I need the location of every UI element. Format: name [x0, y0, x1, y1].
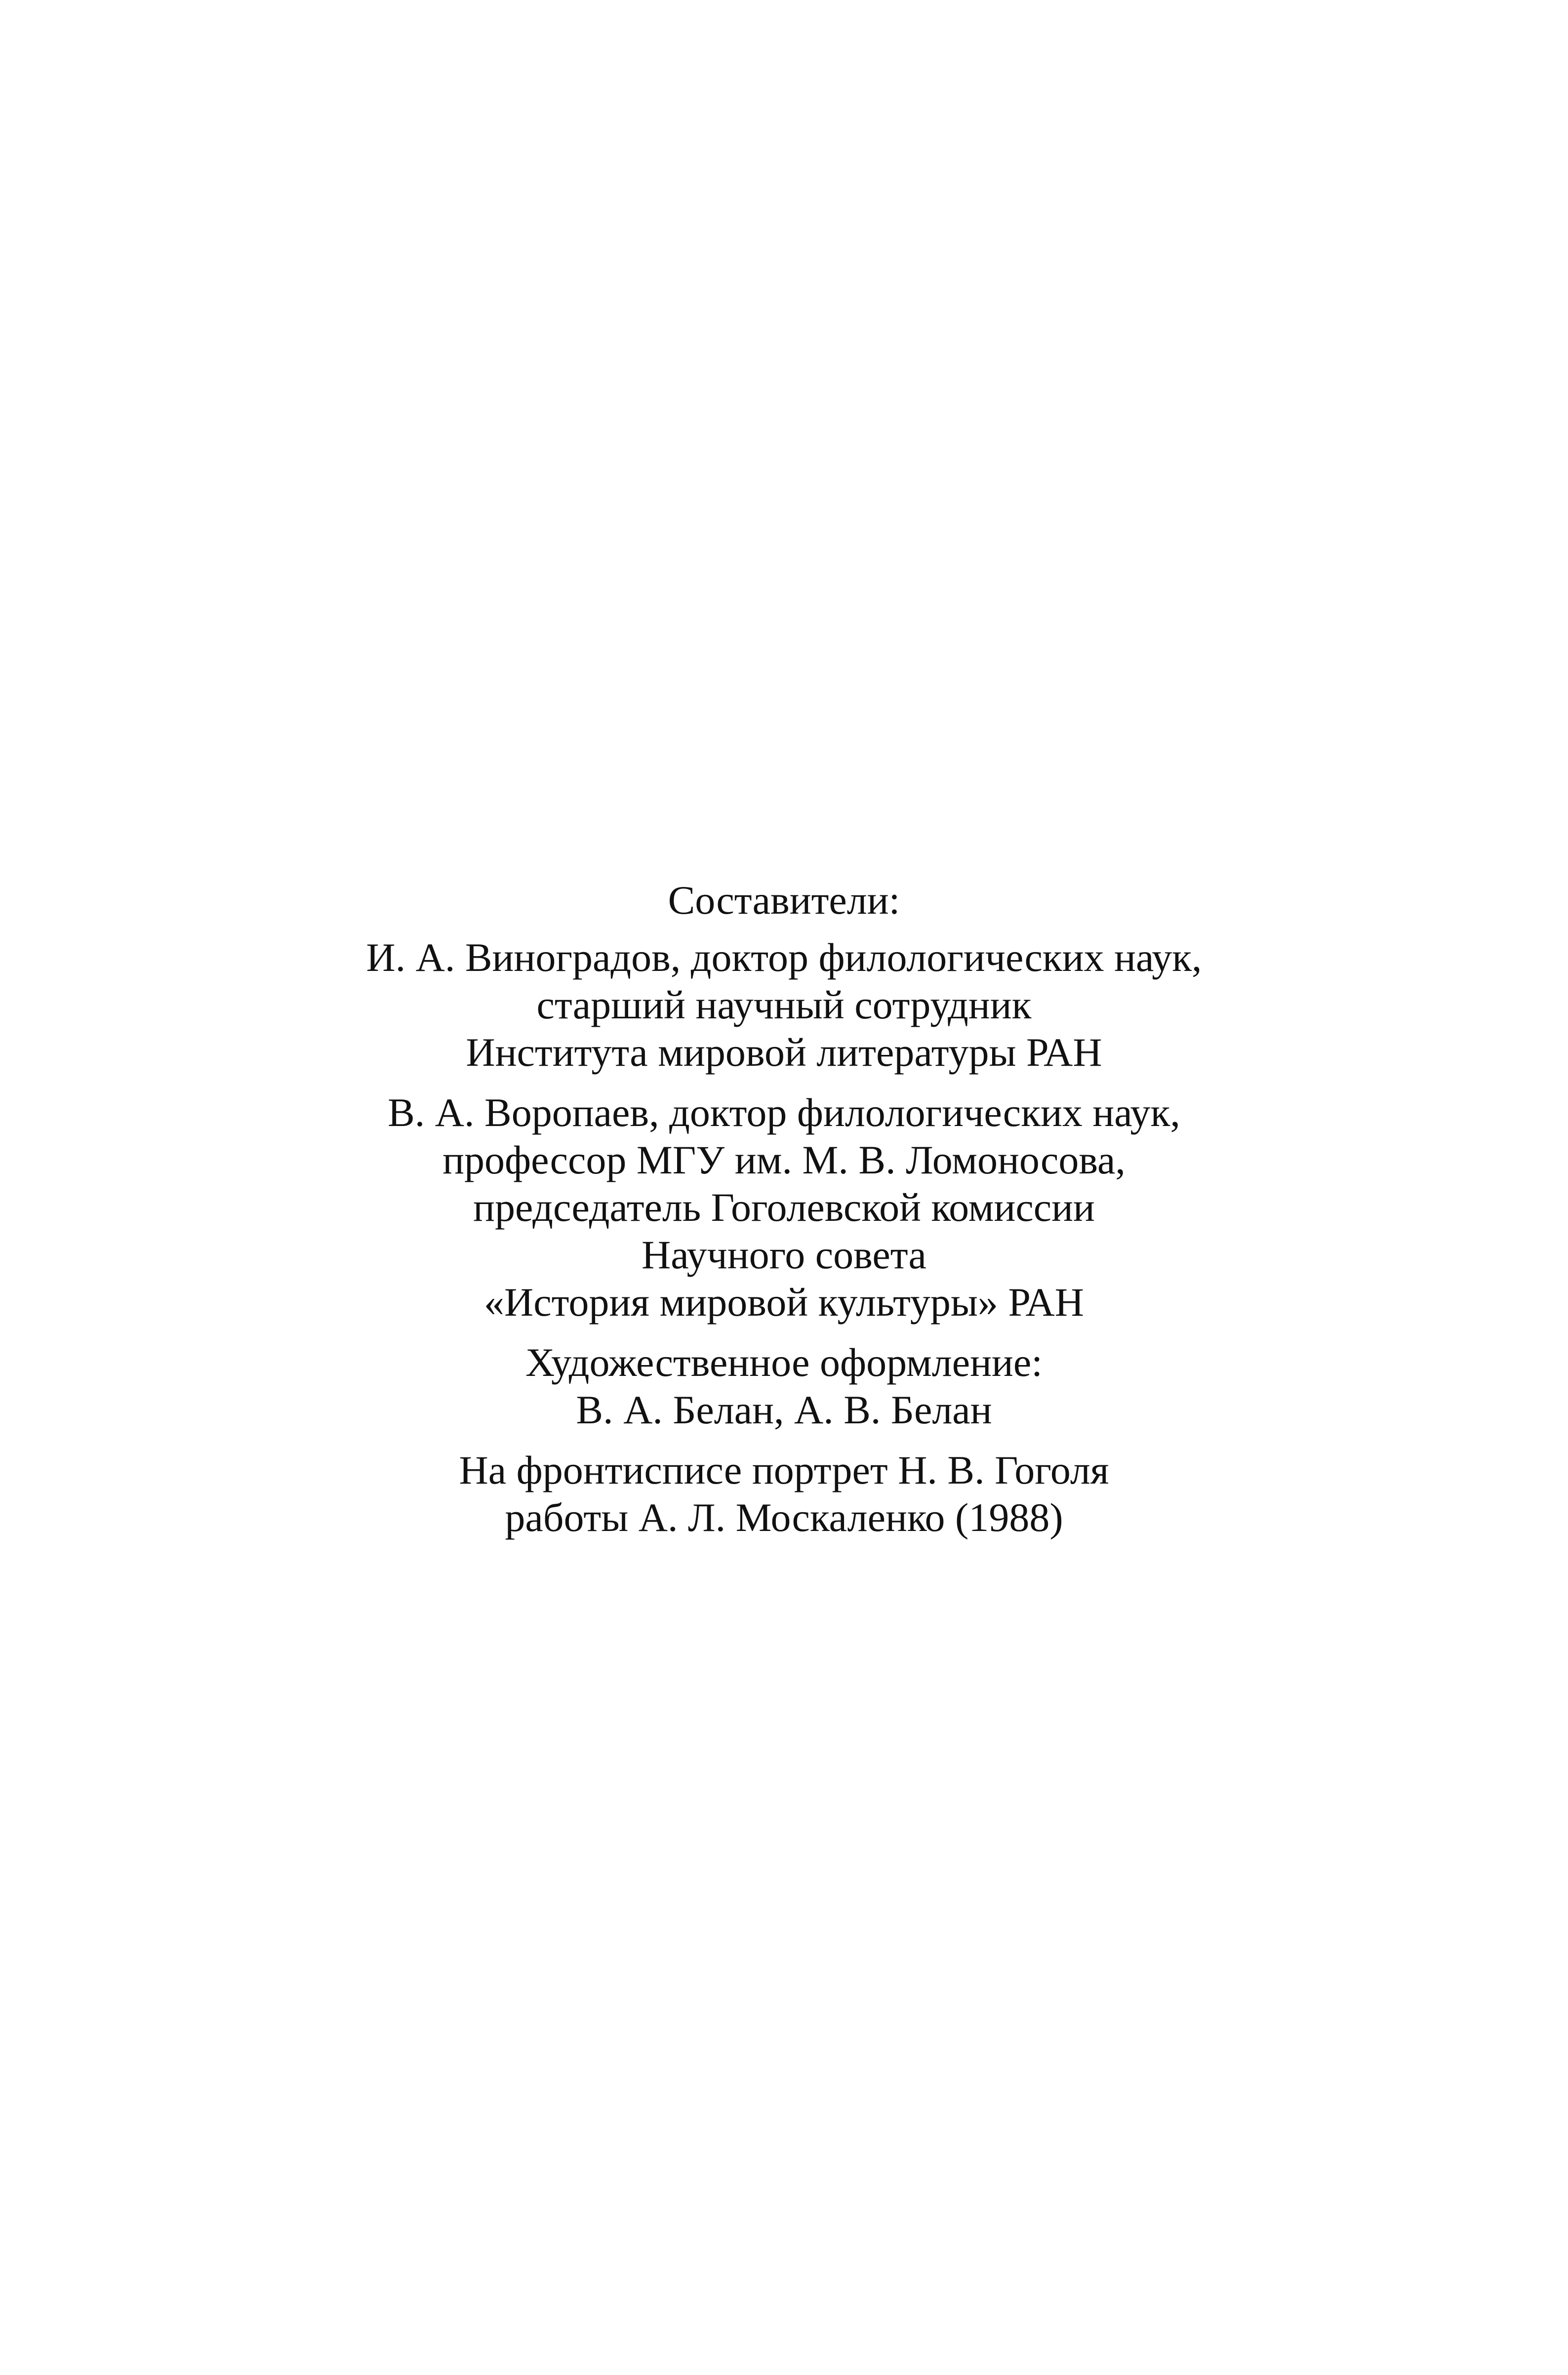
frontispiece-line: работы А. Л. Москаленко (1988): [505, 1495, 1063, 1540]
compiler-line: Института мировой литературы РАН: [466, 1030, 1102, 1075]
compiler-voropaev: [0, 1089, 1568, 1326]
design-heading: Художественное оформление:: [525, 1340, 1043, 1385]
compiler-line: профессор МГУ им. М. В. Ломоносова,: [442, 1137, 1126, 1182]
compilers-heading: Составители:: [668, 878, 900, 923]
design-credits: [0, 1339, 1568, 1434]
compiler-line: И. А. Виноградов, доктор филологических наук,: [366, 935, 1202, 980]
compiler-line: Научного совета: [642, 1232, 926, 1277]
compiler-line: старший научный сотрудник: [536, 982, 1032, 1027]
compiler-line: «История мировой культуры» РАН: [484, 1280, 1084, 1325]
credits-block: [0, 877, 1568, 1541]
frontispiece-note: [0, 1447, 1568, 1541]
frontispiece-line: На фронтисписе портрет Н. В. Гоголя: [459, 1448, 1109, 1492]
compiler-line: В. А. Воропаев, доктор филологических наук,: [388, 1090, 1180, 1135]
compilers-heading-block: [0, 877, 1568, 924]
design-names: В. А. Белан, А. В. Белан: [576, 1387, 992, 1432]
compiler-line: председатель Гоголевской комиссии: [473, 1185, 1095, 1230]
compiler-vinogradov: [0, 934, 1568, 1076]
